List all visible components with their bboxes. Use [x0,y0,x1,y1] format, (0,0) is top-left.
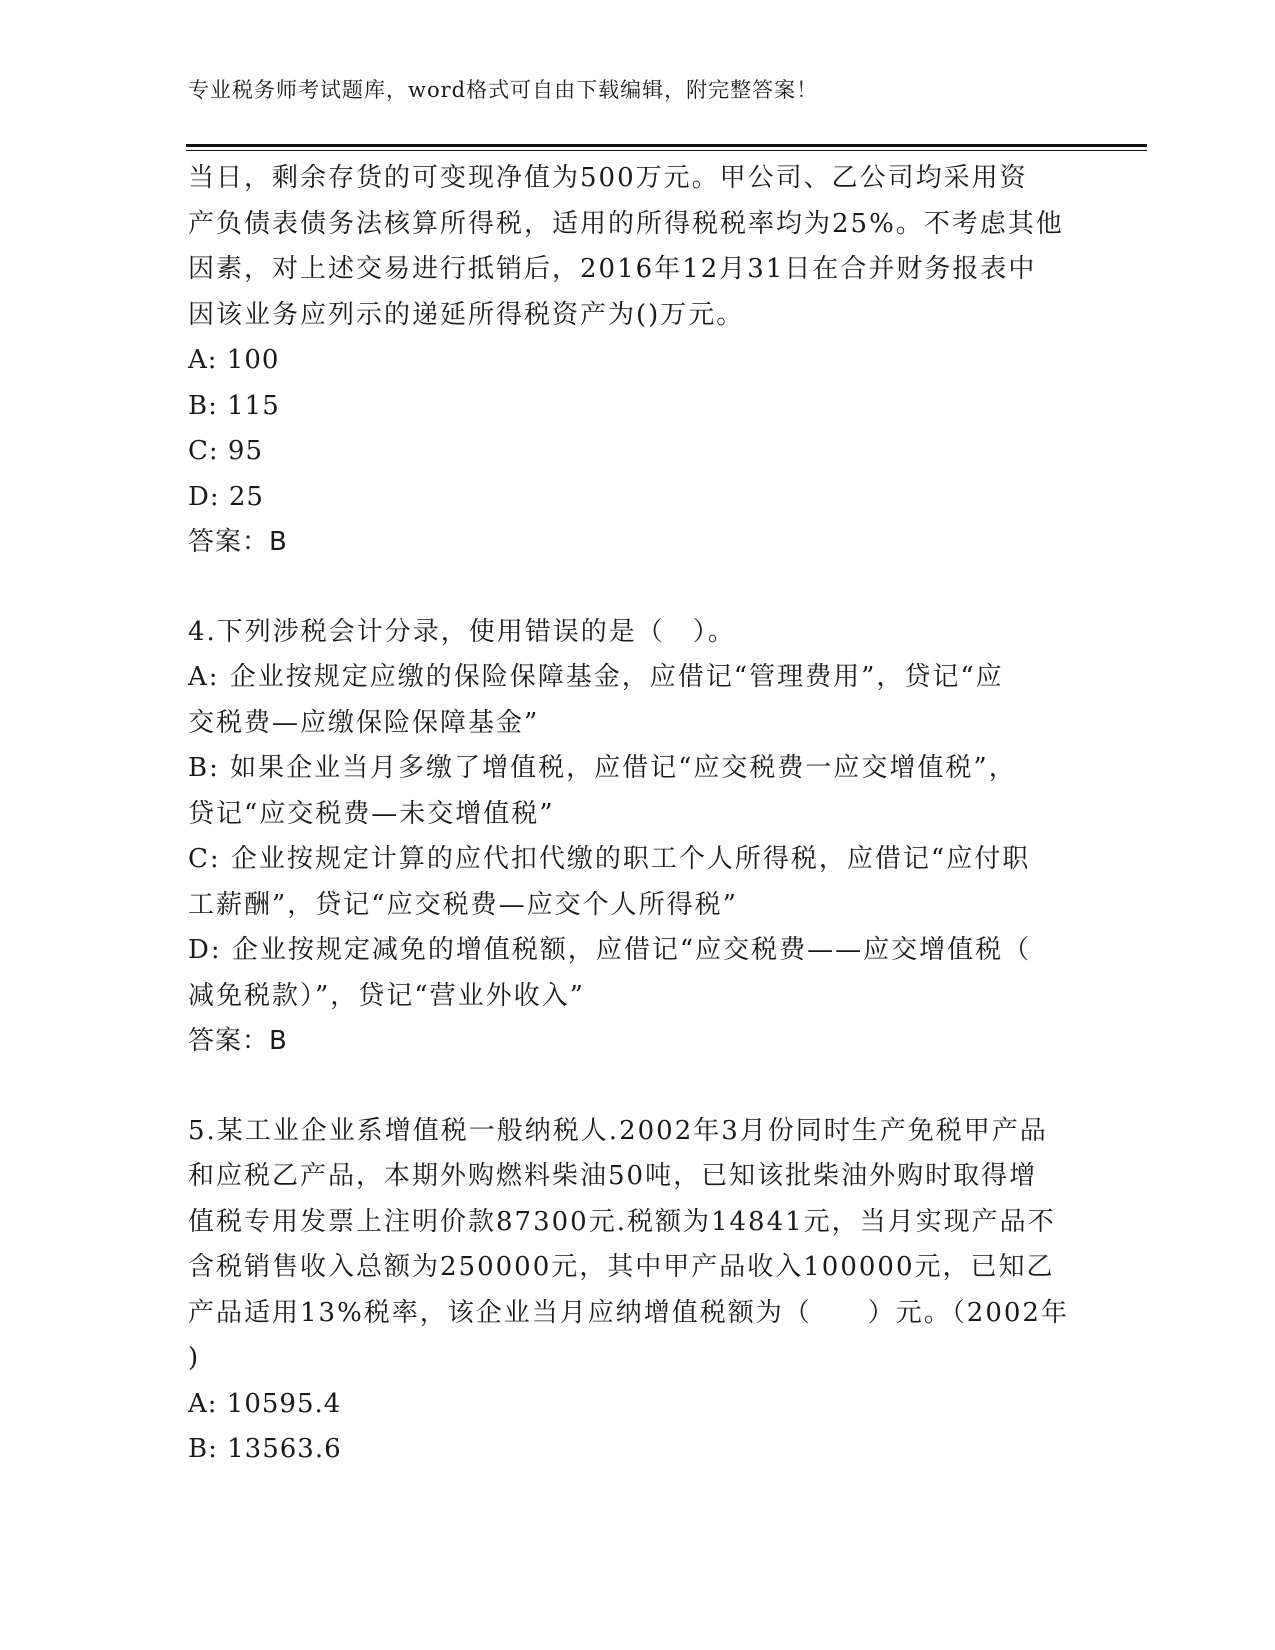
question-3-option-b: B: 115 [188,390,280,421]
question-4-option-b-cont: 贷记“应交税费—未交增值税” [188,798,555,829]
spacer [188,566,1088,610]
question-4-option-b: B: 如果企业当月多缴了增值税，应借记“应交税费一应交增值税”， [188,753,1017,783]
question-4-option-a-cont: 交税费—应缴保险保障基金” [188,707,540,738]
question-3-answer: 答案：B [188,527,288,557]
question-3 [188,156,1088,566]
question-3-line: 当日，剩余存货的可变现净值为500万元。甲公司、乙公司均采用资 [188,163,1028,193]
question-4-option-c: C: 企业按规定计算的应代扣代缴的职工个人所得税，应借记“应付职 [188,844,1031,874]
page-header: 专业税务师考试题库，word格式可自由下载编辑，附完整答案！ [188,78,819,102]
question-content [188,156,1088,1473]
question-3-line: 产负债表债务法核算所得税，适用的所得税税率均为25%。不考虑其他 [188,208,1064,239]
question-3-option-d: D: 25 [188,481,264,512]
question-4-option-d: D: 企业按规定减免的增值税额，应借记“应交税费——应交增值税（ [188,935,1032,965]
spacer [188,1065,1088,1109]
question-5-line: 产品适用13%税率，该企业当月应纳增值税额为（ ）元。（2002年 [188,1297,1069,1328]
question-4-stem: 4.下列涉税会计分录，使用错误的是（ ）。 [188,616,736,647]
question-4-answer: 答案：B [188,1026,288,1056]
question-5-option-a: A: 10595.4 [188,1388,342,1419]
question-4-option-a: A: 企业按规定应缴的保险保障基金，应借记“管理费用”，贷记“应 [188,662,1004,692]
question-5-line: 值税专用发票上注明价款87300元.税额为14841元，当月实现产品不 [188,1206,1056,1237]
question-5-line: 5.某工业企业系增值税一般纳税人.2002年3月份同时生产免税甲产品 [188,1115,1048,1146]
question-5-line: 和应税乙产品，本期外购燃料柴油50吨，已知该批柴油外购时取得增 [188,1161,1038,1191]
question-5 [188,1109,1088,1473]
question-4-option-d-cont: 减免税款）”，贷记“营业外收入” [188,980,585,1011]
question-5-line: 含税销售收入总额为250000元，其中甲产品收入100000元，已知乙 [188,1252,1055,1282]
header-rule-thick [186,144,1147,147]
question-3-line: 因素，对上述交易进行抵销后，2016年12月31日在合并财务报表中 [188,254,1037,284]
question-3-option-c: C: 95 [188,436,264,466]
question-5-line: ) [188,1343,201,1373]
question-5-option-b: B: 13563.6 [188,1434,342,1464]
question-4 [188,610,1088,1065]
question-3-line: 因该业务应列示的递延所得税资产为()万元。 [188,299,745,330]
question-3-option-a: A: 100 [188,345,280,375]
header-rule-thin [186,150,1147,151]
question-4-option-c-cont: 工薪酬”，贷记“应交税费—应交个人所得税” [188,889,738,920]
